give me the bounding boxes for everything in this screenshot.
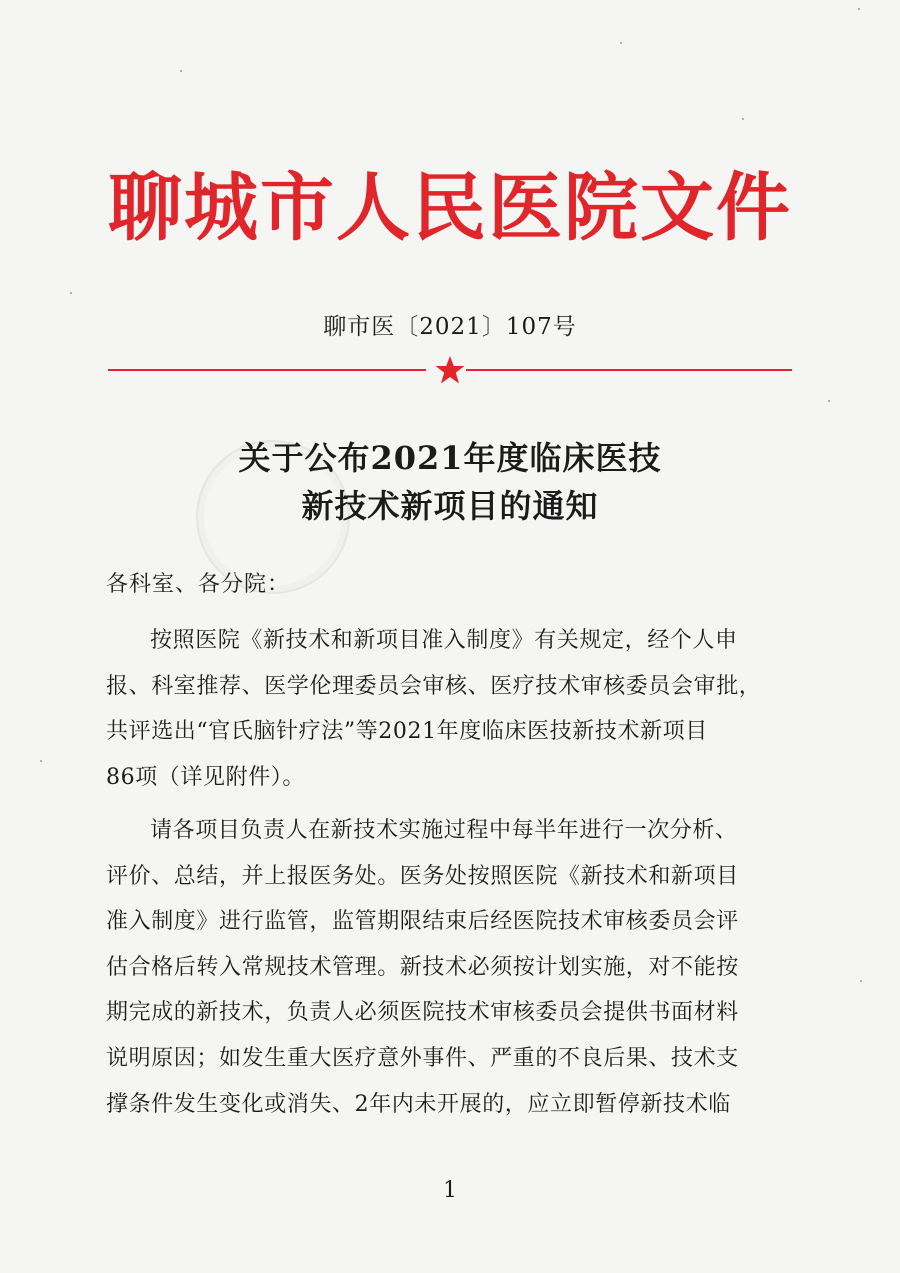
red-divider [108,355,792,385]
masthead-title: 聊城市人民医院文件 [108,165,792,251]
paragraph-2-line: 评价、总结，并上报医务处。医务处按照医院《新技术和新项目 [106,863,739,889]
paragraph-2-line: 说明原因；如发生重大医疗意外事件、严重的不良后果、技术支 [106,1045,739,1071]
paragraph-2-line: 请各项目负责人在新技术实施过程中每半年进行一次分析、 [150,818,738,843]
divider-line-right [466,369,792,371]
document-number: 聊市医〔2021〕107号 [323,314,577,340]
paragraph-2-line: 撑条件发生变化或消失、2年内未开展的，应立即暂停新技术临 [106,1091,731,1117]
divider-line-left [108,369,426,371]
page-number: 1 [443,1178,457,1203]
paragraph-1-line: 报、科室推荐、医学伦理委员会审核、医疗技术审核委员会审批， [106,673,762,699]
paragraph-1-line: 共评选出“官氏脑针疗法”等2021年度临床医技新技术新项目 [106,719,708,745]
paragraph-2-line: 期完成的新技术，负责人必须医院技术审核委员会提供书面材料 [106,1000,739,1026]
paragraph-2 [106,808,778,1127]
notice-title-line1: 关于公布2021年度临床医技 [238,439,662,477]
paragraph-1 [106,618,778,800]
paragraph-2-line: 估合格后转入常规技术管理。新技术必须按计划实施，对不能按 [106,954,739,980]
paragraph-1-line: 按照医院《新技术和新项目准入制度》有关规定，经个人申 [150,628,738,653]
notice-title-line2: 新技术新项目的通知 [301,487,599,525]
star-icon [434,355,466,385]
paragraph-2-line: 准入制度》进行监管，监管期限结束后经医院技术审核委员会评 [106,909,739,935]
salutation: 各科室、各分院： [106,572,291,597]
paragraph-1-line: 86项（详见附件）。 [106,764,305,790]
